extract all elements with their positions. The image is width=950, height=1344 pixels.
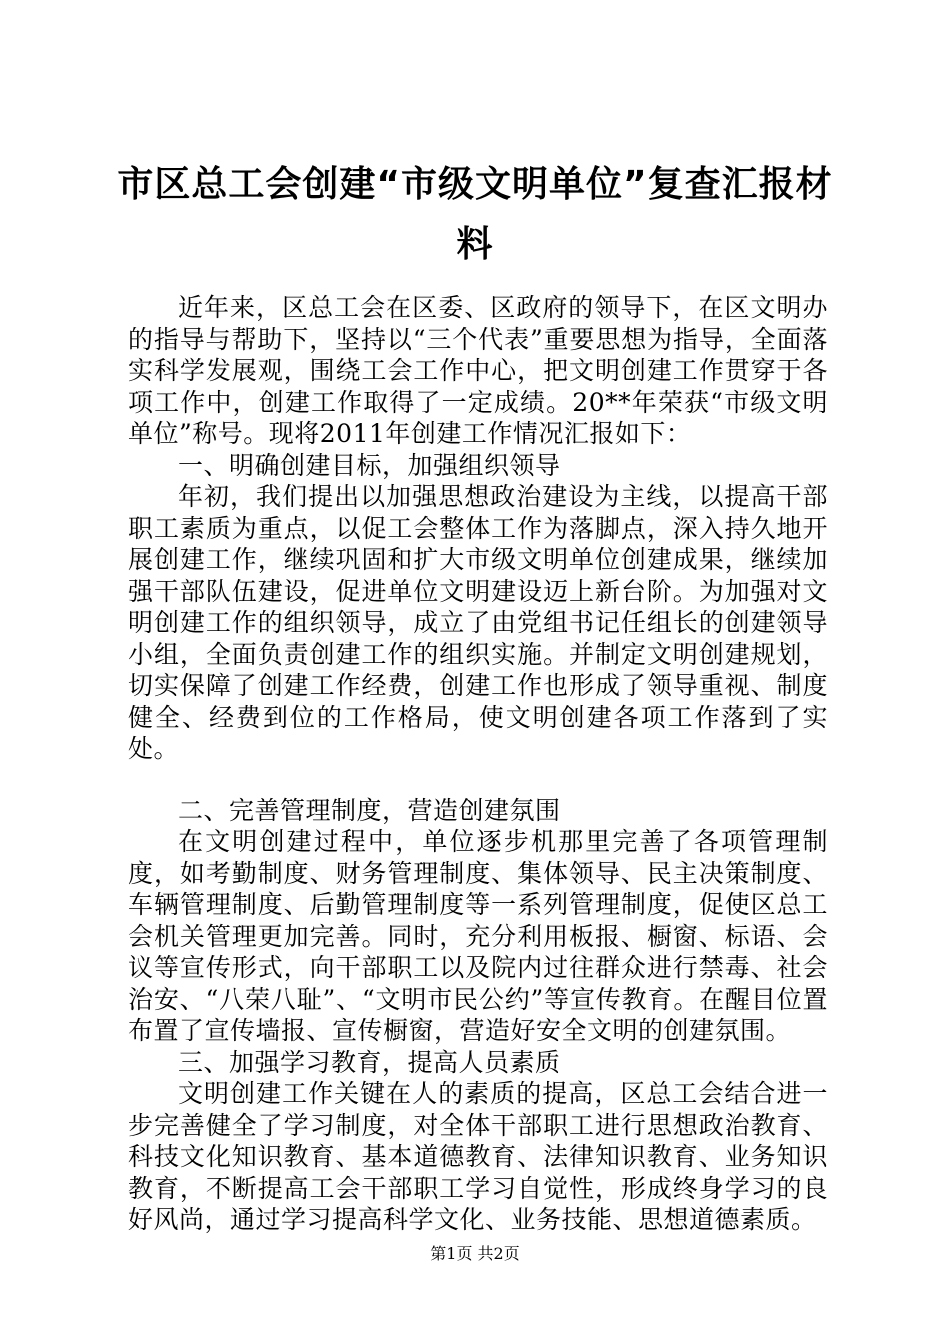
section-paragraph-1: 年初，我们提出以加强思想政治建设为主线，以提高干部职工素质为重点，以促工会整体工作为落脚点，深入持久地开展创建工作，继续巩固和扩大市级文明单位创建成果，继续加强干部队伍建设，促进单位文明建设迈上新台阶。为加强对文明创建工作的组织领导，成立了由党组书记任组长的创建领导小组，全面负责创建工作的组织实施。并制定文明创建规划，切实保障了创建工作经费，创建工作也形成了领导重视、制度健全、经费到位的工作格局，使文明创建各项工作落到了实处。 bbox=[128, 482, 828, 763]
document-body bbox=[128, 292, 828, 1236]
section-paragraph-2: 在文明创建过程中，单位逐步机那里完善了各项管理制度，如考勤制度、财务管理制度、集体领导、民主决策制度、车辆管理制度、后勤管理制度等一系列管理制度，促使区总工会机关管理更加完善。同时，充分利用板报、橱窗、标语、会议等宣传形式，向干部职工以及院内过往群众进行禁毒、社会治安、“八荣八耻”、“文明市民公约”等宣传教育。在醒目位置布置了宣传墙报、宣传橱窗，营造好安全文明的创建氛围。 bbox=[128, 827, 828, 1045]
document-title: 市区总工会创建“市级文明单位”复查汇报材料 bbox=[117, 164, 833, 265]
section-paragraph-3: 文明创建工作关键在人的素质的提高，区总工会结合进一步完善健全了学习制度，对全体干部职工进行思想政治教育、科技文化知识教育、基本道德教育、法律知识教育、业务知识教育，不断提高工会干部职工学习自觉性，形成终身学习的良好风尚，通过学习提高科学文化、业务技能、思想道德素质。 bbox=[128, 1079, 828, 1234]
section-heading-1: 一、明确创建目标，加强组织领导 bbox=[178, 450, 561, 480]
section-heading-3: 三、加强学习教育，提高人员素质 bbox=[178, 1047, 561, 1077]
section-heading-2: 二、完善管理制度，营造创建氛围 bbox=[178, 795, 561, 825]
page-footer: 第1页 共2页 bbox=[430, 1244, 520, 1263]
intro-paragraph: 近年来，区总工会在区委、区政府的领导下，在区文明办的指导与帮助下，坚持以“三个代表”重要思想为指导，全面落实科学发展观，围绕工会工作中心，把文明创建工作贯穿于各项工作中，创建工作取得了一定成绩。20**年荣获“市级文明单位”称号。现将2011年创建工作情况汇报如下： bbox=[128, 293, 828, 448]
